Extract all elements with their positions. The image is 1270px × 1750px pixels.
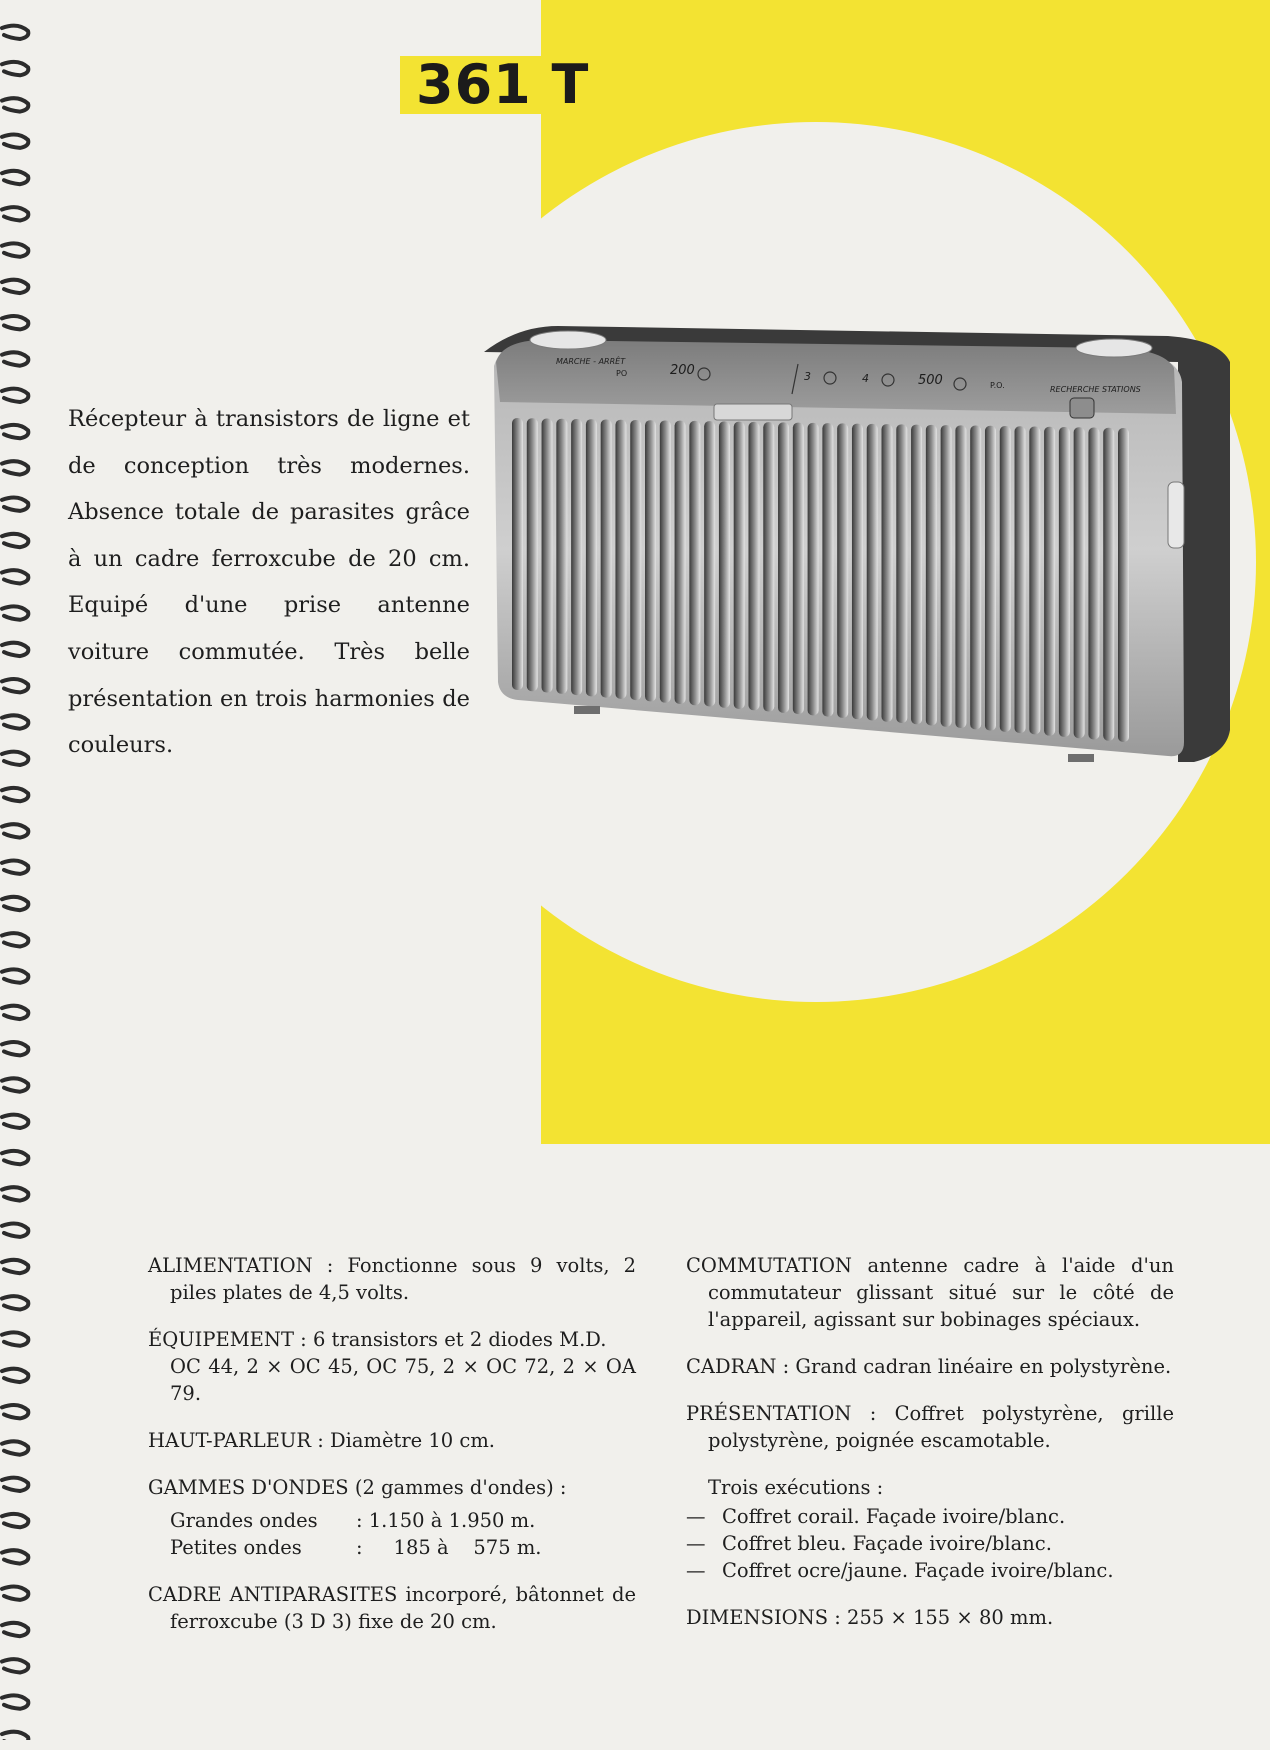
execution-item [686,1530,1174,1557]
grille-rib [926,425,937,726]
grille-rib [1000,426,1011,732]
execution-dash: — [686,1505,706,1528]
grille-rib [542,418,553,692]
radio-illustration [478,322,1236,822]
grandes-ondes-value: : 1.150 à 1.950 m. [356,1509,536,1532]
executions-title: Trois exécutions : [708,1476,884,1499]
dial-left-label: MARCHE - ARRÊT [556,357,626,366]
spiral-coil [2,98,28,111]
spiral-coil [2,1441,28,1454]
spiral-coil [2,570,28,583]
haut-parleur-text: HAUT-PARLEUR : Diamètre 10 cm. [148,1429,496,1452]
grille-rib [970,426,981,730]
dial-3-mark: 3 [804,370,811,383]
spec-haut-parleur [148,1427,636,1454]
spiral-coil [2,1006,28,1019]
spiral-coil [2,1405,28,1418]
execution-item [686,1503,1174,1530]
spiral-coil [2,352,28,365]
spiral-coil [2,135,28,148]
spec-dimensions [686,1604,1174,1631]
spec-commutation [686,1252,1174,1333]
grille-rib [1044,427,1055,736]
dial-500-mark: 500 [918,373,943,388]
grille-rib [985,426,996,731]
grille-rib [601,419,612,697]
presentation-text: PRÉSENTATION : Coffret polystyrène, grille polystyrène, poignée escamotable. [686,1402,1174,1452]
specs-left-column [148,1252,636,1655]
spiral-coil [2,26,28,39]
spec-alimentation [148,1252,636,1306]
radio-handle [714,404,792,420]
grille-rib [1015,426,1026,733]
spiral-coil [2,606,28,619]
spiral-coil [2,1332,28,1345]
petites-ondes-row [148,1534,636,1561]
grille-rib [1074,427,1085,738]
spiral-coil [2,1478,28,1491]
spiral-coil [2,752,28,765]
volume-knob [530,331,606,349]
spiral-coil [2,715,28,728]
spiral-coil [2,933,28,946]
equipement-line-2: OC 44, 2 × OC 45, OC 75, 2 × OC 72, 2 × OA 79. [170,1355,636,1405]
grille-rib [689,421,700,705]
execution-dash: — [686,1559,706,1582]
spiral-coil [2,1296,28,1309]
spec-cadran [686,1353,1174,1380]
execution-text: Coffret bleu. Façade ivoire/blanc. [722,1532,1052,1555]
grille-rib [1059,427,1070,737]
spiral-coil [2,1587,28,1600]
execution-item [686,1557,1174,1584]
specs-right-column [686,1252,1174,1651]
spiral-coil [2,643,28,656]
spiral-coil [2,897,28,910]
spiral-coil [2,461,28,474]
spiral-coil [2,1078,28,1091]
spiral-coil [2,1550,28,1563]
grille-rib [645,420,656,701]
spiral-coil [2,861,28,874]
spec-presentation [686,1400,1174,1454]
spec-executions [686,1474,1174,1584]
grille-rib [852,424,863,720]
grille-rib [867,424,878,721]
spiral-coil [2,788,28,801]
grille-rib [1118,428,1129,742]
spiral-coil [2,1260,28,1273]
spiral-coil [2,1115,28,1128]
execution-dash: — [686,1532,706,1555]
tuning-knob [1076,339,1152,357]
grille-rib [734,422,745,709]
grille-rib [571,419,582,695]
spec-cadre [148,1581,636,1635]
spiral-coil [2,207,28,220]
grille-rib [704,421,715,706]
spiral-coil [2,969,28,982]
grille-rib [748,422,759,710]
grandes-ondes-row [148,1507,636,1534]
grille-rib [882,424,893,722]
gammes-title: GAMMES D'ONDES (2 gammes d'ondes) : [148,1476,567,1499]
petites-ondes-label: Petites ondes [170,1536,302,1559]
grille-rib [837,423,848,718]
grille-rib [778,422,789,712]
equipement-line-1: ÉQUIPEMENT : 6 transistors et 2 diodes M.D. [148,1328,607,1351]
spiral-coil [2,171,28,184]
grille-rib [630,420,641,700]
grille-rib [808,423,819,715]
spiral-coil [2,1042,28,1055]
spec-gammes [148,1474,636,1561]
grille-rib [719,421,730,707]
cadre-text: CADRE ANTIPARASITES incorporé, bâtonnet de ferroxcube (3 D 3) fixe de 20 cm. [148,1583,636,1633]
dial-right-label: RECHERCHE STATIONS [1050,385,1141,394]
spiral-coil [2,280,28,293]
spiral-coil [2,62,28,75]
grille-rib [911,425,922,725]
grille-rib [896,424,907,723]
grille-rib [675,421,686,704]
grille-rib [660,420,671,702]
cadran-text: CADRAN : Grand cadran linéaire en polystyrène. [686,1355,1172,1378]
grille-rib [1029,427,1040,735]
alimentation-text: ALIMENTATION : Fonctionne sous 9 volts, 2 piles plates de 4,5 volts. [148,1254,636,1304]
grille-rib [822,423,833,717]
spiral-coil [2,498,28,511]
spiral-coil [2,1151,28,1164]
grille-rib [512,418,523,690]
execution-text: Coffret corail. Façade ivoire/blanc. [722,1505,1066,1528]
dial-200-mark: 200 [670,363,695,378]
commutation-text: COMMUTATION antenne cadre à l'aide d'un commutateur glissant situé sur le côté de l'appareil, agissant sur bobinages spéciaux. [686,1254,1174,1331]
grille-rib [1103,428,1114,741]
spiral-coil [2,389,28,402]
model-title: 361 T [416,53,590,116]
dial-4-mark: 4 [862,372,869,385]
emblem-icon [1070,398,1094,418]
dial-po-label: PO [616,369,628,378]
spiral-coil [2,425,28,438]
grandes-ondes-label: Grandes ondes [170,1509,318,1532]
grille-rib [1088,428,1099,740]
grille-rib [955,425,966,728]
execution-text: Coffret ocre/jaune. Façade ivoire/blanc. [722,1559,1114,1582]
spiral-coil [2,679,28,692]
grille-rib [763,422,774,711]
spiral-coil [2,534,28,547]
spiral-coil [2,1224,28,1237]
spec-equipement [148,1326,636,1407]
spiral-coil [2,1659,28,1672]
spiral-coil [2,1514,28,1527]
spiral-coil [2,1695,28,1708]
spiral-coil [2,1187,28,1200]
spiral-coil [2,1732,28,1740]
grille-rib [556,419,567,694]
grille-rib [793,423,804,714]
intro-paragraph: Récepteur à transistors de ligne et de conception très modernes. Absence totale de parasites grâce à un cadre ferroxcube de 20 cm. Equipé d'une prise antenne voiture commutée. Très belle présentation en trois harmonies de couleurs. [68,406,470,759]
grille-rib [941,425,952,727]
spiral-coil [2,243,28,256]
dimensions-text: DIMENSIONS : 255 × 155 × 80 mm. [686,1606,1054,1629]
spiral-coil [2,824,28,837]
grille-rib [527,418,538,691]
spiral-coil [2,1369,28,1382]
petites-ondes-value: : 185 à 575 m. [356,1536,542,1559]
spiral-binding [0,20,34,1740]
antenna-switch [1168,482,1184,548]
grille-rib [586,419,597,696]
dial-right-scale: P.O. [990,381,1005,390]
spiral-coil [2,1623,28,1636]
spiral-coil [2,316,28,329]
grille-rib [615,420,626,699]
